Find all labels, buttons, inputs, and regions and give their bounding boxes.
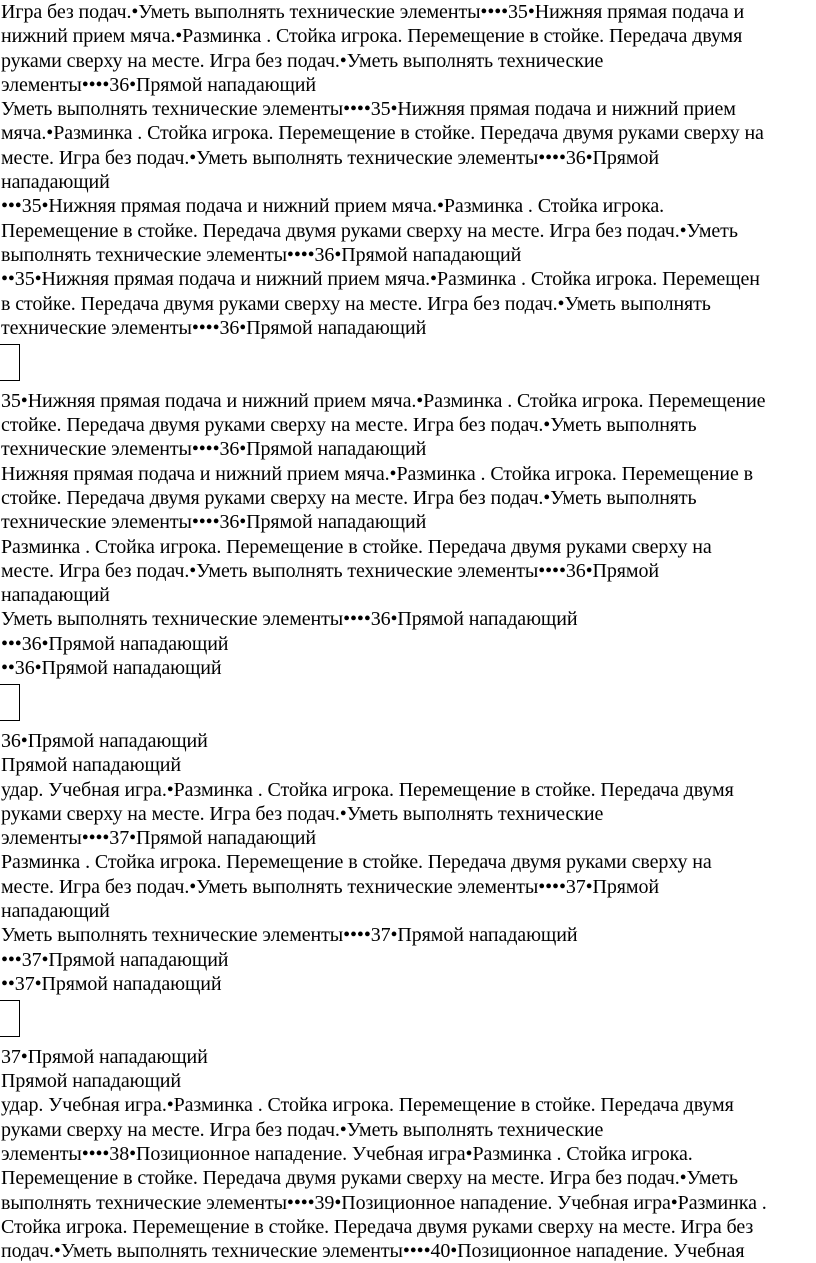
text-line: элементы••••37•Прямой нападающий (1, 827, 317, 850)
text-line: ••37•Прямой нападающий (1, 972, 222, 995)
text-line: Перемещение в стойке. Передача двумя руками сверху на месте. Игра без подач.•Уметь (1, 1167, 738, 1190)
text-line: элементы••••38•Позиционное нападение. Учебная игра•Разминка . Стойка игрока. (1, 1142, 693, 1165)
text-line: элементы••••36•Прямой нападающий (1, 73, 317, 96)
text-line: руками сверху на месте. Игра без подач.•Уметь выполнять технические (1, 802, 604, 825)
text-line: Перемещение в стойке. Передача двумя руками сверху на месте. Игра без подач.•Уметь (1, 219, 738, 242)
text-line: Прямой нападающий (1, 754, 181, 777)
image-placeholder-row (0, 680, 816, 729)
text-line: Уметь выполнять технические элементы••••36•Прямой нападающий (1, 608, 578, 631)
text-line: 35•Нижняя прямая подача и нижний прием мяча.•Разминка . Стойка игрока. Перемещение (1, 389, 766, 412)
text-line: технические элементы••••36•Прямой нападающий (1, 511, 427, 534)
text-line: технические элементы••••36•Прямой нападающий (1, 316, 427, 339)
text-line: Уметь выполнять технические элементы••••35•Нижняя прямая подача и нижний прием (1, 98, 736, 121)
text-line: месте. Игра без подач.•Уметь выполнять технические элементы••••36•Прямой (1, 146, 659, 169)
text-line: ••35•Нижняя прямая подача и нижний прием мяча.•Разминка . Стойка игрока. Перемещен (1, 268, 760, 291)
image-placeholder-box (0, 684, 20, 721)
text-line: ••36•Прямой нападающий (1, 657, 222, 680)
text-line: •••35•Нижняя прямая подача и нижний прием мяча.•Разминка . Стойка игрока. (1, 195, 665, 218)
text-line: Игра без подач.•Уметь выполнять технические элементы••••35•Нижняя прямая подача и (1, 1, 745, 23)
text-line: удар. Учебная игра.•Разминка . Стойка игрока. Перемещение в стойке. Передача двумя (1, 1094, 734, 1117)
text-line: месте. Игра без подач.•Уметь выполнять технические элементы••••37•Прямой (1, 875, 659, 898)
text-line: руками сверху на месте. Игра без подач.•Уметь выполнять технические (1, 1118, 604, 1141)
text-line: удар. Учебная игра.•Разминка . Стойка игрока. Перемещение в стойке. Передача двумя (1, 778, 734, 801)
text-line: стойке. Передача двумя руками сверху на месте. Игра без подач.•Уметь выполнять (1, 486, 697, 509)
image-placeholder-box (0, 1000, 20, 1037)
text-line: 36•Прямой нападающий (1, 729, 208, 752)
text-line: месте. Игра без подач.•Уметь выполнять технические элементы••••36•Прямой (1, 559, 659, 582)
text-line: Нижняя прямая подача и нижний прием мяча.•Разминка . Стойка игрока. Перемещение в (1, 462, 753, 485)
text-line: нападающий (1, 584, 110, 607)
image-placeholder-row (0, 340, 816, 389)
text-line: руками сверху на месте. Игра без подач.•Уметь выполнять технические (1, 49, 604, 72)
text-line: нападающий (1, 899, 110, 922)
text-line: выполнять технические элементы••••36•Прямой нападающий (1, 243, 522, 266)
text-line: стойке. Передача двумя руками сверху на месте. Игра без подач.•Уметь выполнять (1, 414, 697, 437)
image-placeholder-row (0, 996, 816, 1045)
text-line: нападающий (1, 171, 110, 194)
text-line: в стойке. Передача двумя руками сверху на месте. Игра без подач.•Уметь выполнять (1, 292, 711, 315)
text-line: Прямой нападающий (1, 1070, 181, 1093)
text-line: •••37•Прямой нападающий (1, 948, 229, 971)
text-line: Уметь выполнять технические элементы••••37•Прямой нападающий (1, 924, 578, 947)
text-line: подач.•Уметь выполнять технические элементы••••40•Позиционное нападение. Учебная (1, 1240, 745, 1263)
text-line: мяча.•Разминка . Стойка игрока. Перемещение в стойке. Передача двумя руками сверху на (1, 122, 764, 145)
text-line: нижний прием мяча.•Разминка . Стойка игрока. Перемещение в стойке. Передача двумя (1, 25, 743, 48)
text-line: Стойка игрока. Перемещение в стойке. Передача двумя руками сверху на месте. Игра без (1, 1215, 754, 1238)
text-line: Разминка . Стойка игрока. Перемещение в стойке. Передача двумя руками сверху на (1, 535, 712, 558)
text-line: технические элементы••••36•Прямой нападающий (1, 438, 427, 461)
text-line: Разминка . Стойка игрока. Перемещение в стойке. Передача двумя руками сверху на (1, 851, 712, 874)
text-line: 37•Прямой нападающий (1, 1045, 208, 1068)
text-line: •••36•Прямой нападающий (1, 632, 229, 655)
text-line: выполнять технические элементы••••39•Позиционное нападение. Учебная игра•Разминка . (1, 1191, 767, 1214)
image-placeholder-box (0, 344, 20, 381)
